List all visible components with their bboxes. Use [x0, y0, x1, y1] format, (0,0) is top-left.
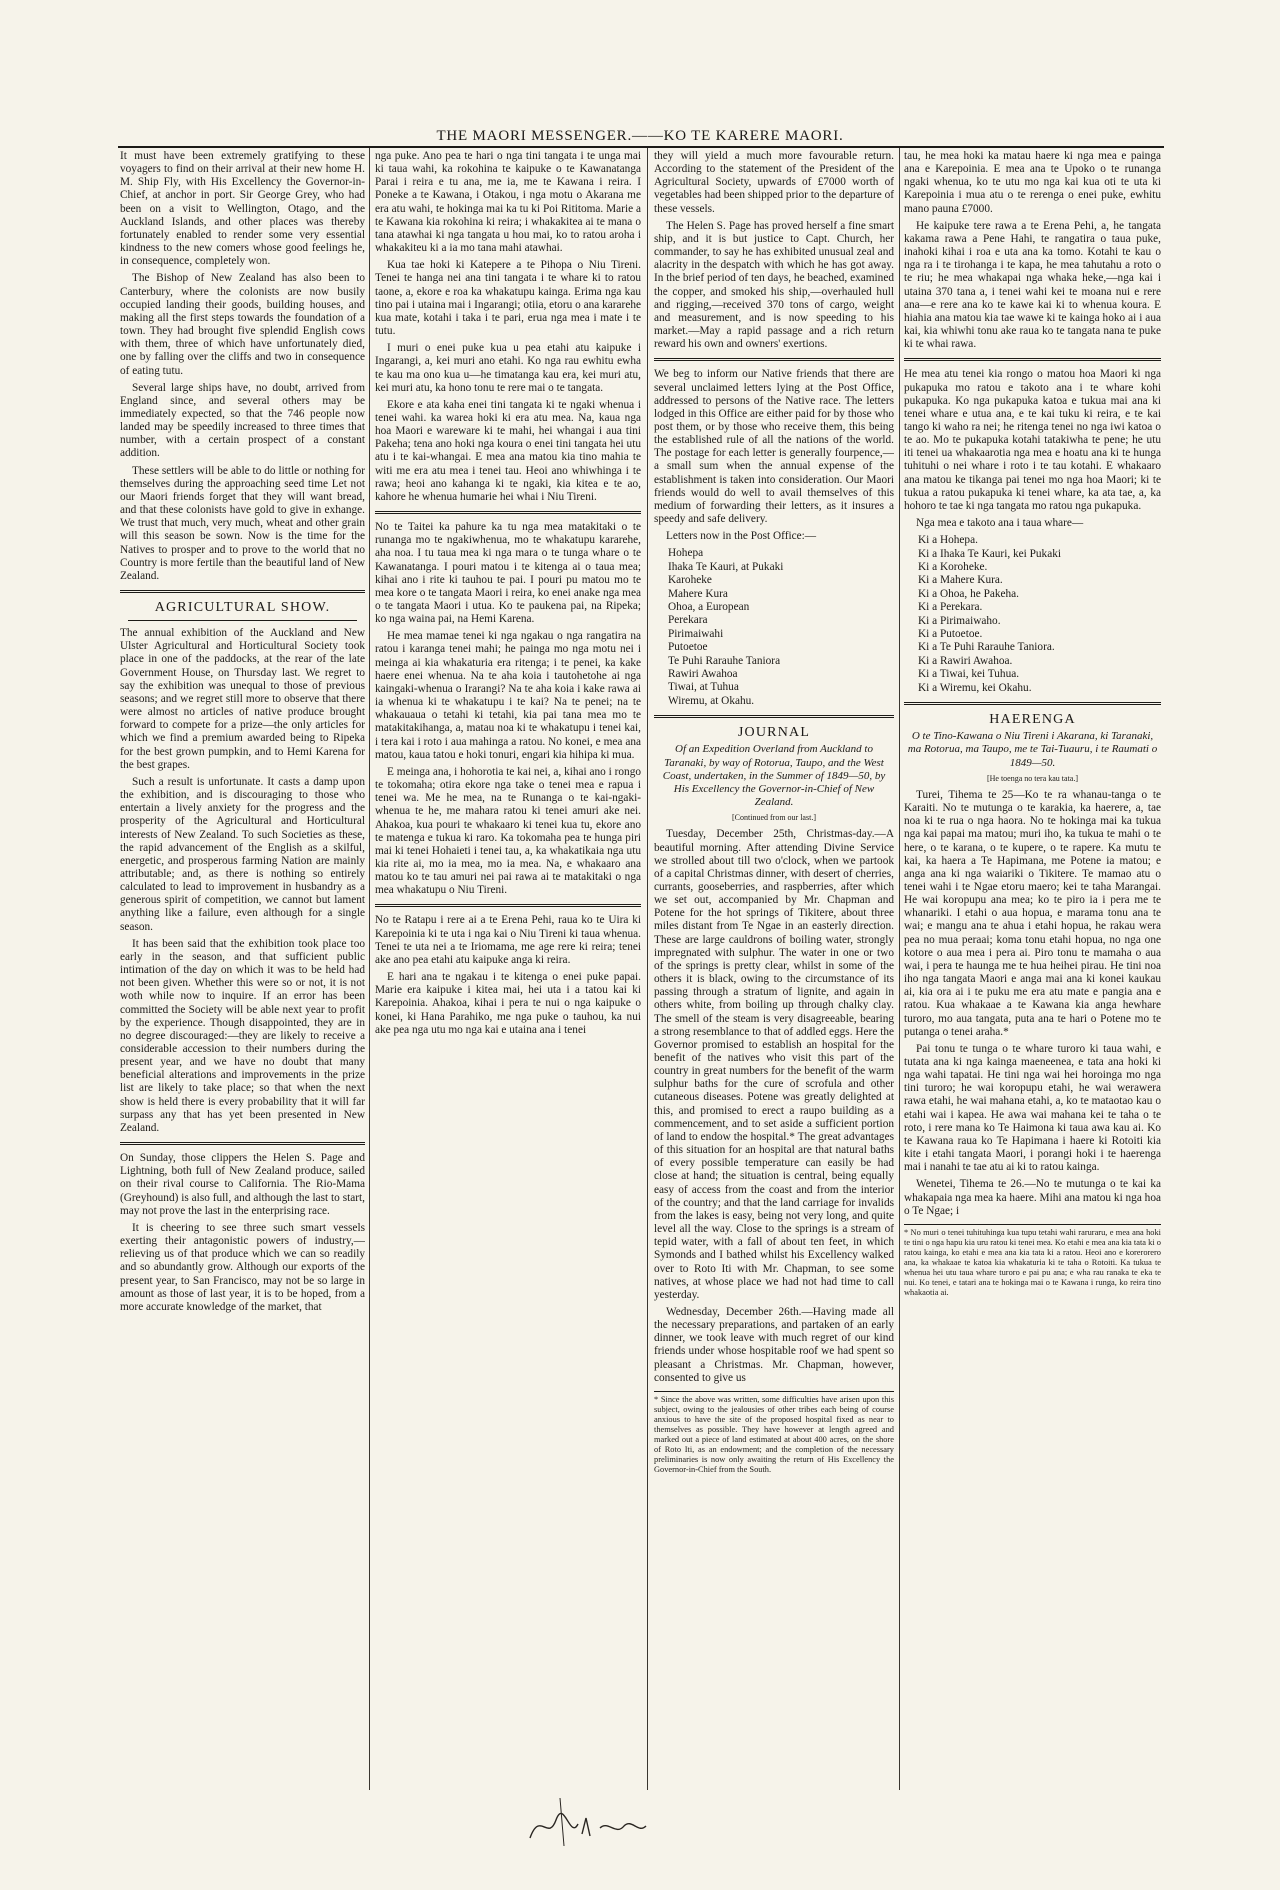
paragraph: they will yield a much more favourable return. According to the statement of the President of the Agricultural Society, upwards of £7000 worth of vegetables had been shipped prior to the departure of these vessels. — [654, 150, 894, 215]
list-item: Ki a Ihaka Te Kauri, kei Pukaki — [918, 547, 1061, 560]
section-divider — [375, 904, 641, 907]
footnote: * No muri o tenei tuhituhinga kua tupu tetahi wahi raruraru, e mea ana hoki te tini o nga hapu kia uru ratou ki tenei mea. Ko etahi e mea ana kia tata ki o ratou kainga, ko etahi e mea ana kia tata ki a ratou. Heoi ano e korerorero ana, ka whakaae te katoa kia whakaturia ki te taha o Rotoiti. Ka tukua te whenua hei utu taua whare turoro e pai pu ana; e wha rau ranaka te eka te nui. Ko tenei, e tatari ana te hokinga mai o te Kawana i runga, ko reira tino whakaotia ai. — [904, 1224, 1161, 1298]
letters-list — [918, 534, 1161, 695]
list-item: Mahere Kura — [668, 587, 728, 600]
column-english-2 — [654, 150, 894, 1790]
list-item: Ihaka Te Kauri, at Pukaki — [668, 560, 784, 573]
paragraph: Kua tae hoki ki Katepere a te Pihopa o Niu Tireni. Tenei te hanga nei ana tini tangata i te whare ki to ratou taone, a, ekore e roa ka whakatupu kainga. Erima nga kau tino pai i utaina mai i Ingarangi; otiia, etoru o ana kararehe kua mate, kotahi i taka i te pari, erua nga mea i mate i te tutu. — [375, 259, 641, 338]
masthead-rule — [118, 146, 1164, 148]
list-item: Wiremu, at Okahu. — [668, 694, 755, 707]
list-item: Perekara — [668, 614, 708, 627]
section-divider — [120, 1142, 365, 1145]
list-item: Ki a Ohoa, he Pakeha. — [918, 587, 1020, 600]
list-item: Rawiri Awahoa — [668, 668, 738, 681]
column-maori-2 — [904, 150, 1161, 1790]
letters-intro: Letters now in the Post Office:— — [666, 530, 817, 543]
paragraph: It must have been extremely gratifying to these voyagers to find on their arrival at their new home H. M. Ship Fly, with His Excellency the Governor-in-Chief, at anchor in port. Sir George Grey, who had been on a visit to Wellington, Otago, and the Auckland Islands, and other places was thereby fortunately enabled to render some very essential kindness to the new comers whose good feelings he, in consequence, completely won. — [120, 150, 365, 268]
paragraph: I muri o enei puke kua u pea etahi atu kaipuke i Ingarangi, a, kei muri ano etahi. Ko nga rau ewhitu ewha te kau ma ono kua u—he timatanga kau era, kei muri atu, kei muri atu, ka hono tonu te rere mai o te tangata. — [375, 342, 641, 394]
section-subheading: Of an Expedition Overland from Auckland to Taranaki, by way of Rotorua, Taupo, and the West Coast, undertaken, in the Summer of 1849—50, by His Excellency the Governor-in-Chief of New Zealand. — [662, 743, 886, 809]
paragraph: On Sunday, those clippers the Helen S. Page and Lightning, both full of New Zealand produce, sailed on their rival course to California. The Rio-Mama (Greyhound) is also full, and although the last to start, may not prove the last in the enterprising race. — [120, 1152, 365, 1217]
list-item: Ki a Pirimaiwaho. — [918, 614, 1001, 627]
column-divider-3 — [899, 148, 900, 1790]
section-subheading: O te Tino-Kawana o Niu Tireni i Akarana, ki Taranaki, ma Rotorua, ma Taupo, me te Tai-Tuauru, i te Raumati o 1849—50. — [907, 730, 1158, 769]
continued-note: [He toenga no tera kau tata.] — [986, 773, 1079, 783]
list-item: Ki a Koroheke. — [918, 561, 988, 574]
list-item: Ki a Te Puhi Rarauhe Taniora. — [918, 641, 1055, 654]
paragraph: He mea atu tenei kia rongo o matou hoa Maori ki nga pukapuka mo ratou e takoto ana i te whare kohi pukapuka. Ko nga pukapuka katoa e tukua mai ana ki tenei whare e utua ana, e te kai tuku ki reira, e te kai tango ki waho ra nei; he ritenga tenei no nga iwi katoa o te ao. Mo te pukapuka kotahi tatakiwha te pene; he utu iti tenei ua whakaarotia nga mea e hoatu ana ki te hunga tuhituhi o nei whare i roto i te tau kotahi. E whakaaro ana matou ke tikanga pai tenei mo nga hoa Maori; ki te tukua a ratou pukapuka ki tenei whare, ka ata tae, a, ka hohoro te tae ki nga tangata mo ratou nga pukapuka. — [904, 368, 1161, 512]
section-divider — [904, 702, 1161, 705]
paragraph: E hari ana te ngakau i te kitenga o enei puke papai. Marie era kaipuke i kitea mai, hei uta i a tatou kai ki Karepoinia. Ahakoa, kihai i pera te nui o nga kaipuke o konei, ki Hana Parahiko, me nga puke o tauhou, ka nui ake pea nga utu mo nga kai e utaina ana i tenei — [375, 971, 641, 1036]
footnote: * Since the above was written, some difficulties have arisen upon this subject, owing to the jealousies of other tribes each being of course anxious to have the site of the proposed hospital fixed as near to themselves as possible. They have however at length agreed and marked out a piece of land estimated at about 400 acres, on the shore of Roto Iti, as an endowment; and the completion of the necessary preliminaries is now only awaiting the return of His Excellency the Governor-in-Chief from the South. — [654, 1391, 894, 1475]
column-maori-1 — [375, 150, 641, 1790]
list-item: Ki a Mahere Kura. — [918, 574, 1003, 587]
column-divider-2 — [647, 148, 648, 1790]
list-item: Ki a Wiremu, kei Okahu. — [918, 681, 1032, 694]
list-item: Pirimaiwahi — [668, 627, 724, 640]
list-item: Ki a Perekara. — [918, 601, 983, 614]
section-divider — [375, 511, 641, 514]
section-divider — [654, 715, 894, 718]
letters-list — [668, 547, 894, 708]
paragraph: The Bishop of New Zealand has also been to Canterbury, where the colonists are now busily occupied landing their goods, building houses, and making all the first steps towards the foundation of a town. They had brought five splendid English cows with them, three of which have unfortunately died, one by falling over the cliffs and two in consequence of eating tutu. — [120, 272, 365, 377]
masthead-title: THE MAORI MESSENGER.——KO TE KARERE MAORI. — [436, 128, 844, 144]
paragraph: It has been said that the exhibition took place too early in the season, and that sufficient public intimation of the day on which it was to be held had not been given. Whether this were so or not, it is not woth while now to inquire. If an error has been committed the Society will be able next year to profit by the experience. Though disappointed, they are in no degree discouraged:—they are likely to receive a considerable accession to their numbers during the present year, and we have no doubt that many beneficial alterations and improvements in the prize list are likely to take place; so that when the next show is held there is every probability that it will far surpass any that has yet been presented in New Zealand. — [120, 937, 365, 1134]
list-item: Ohoa, a European — [668, 601, 750, 613]
list-item: Ki a Rawiri Awahoa. — [918, 654, 1013, 667]
list-item: Putoetoe — [668, 641, 708, 654]
list-item: Te Puhi Rarauhe Taniora — [668, 654, 781, 667]
paragraph: Ekore e ata kaha enei tini tangata ki te ngaki whenua i tenei wahi. ka warea hoki ki era atu mea. Na, kaua nga hoa Maori e wareware ki te mahi, hei whangai i aua tini Pakeha; tena ano hoki nga koura o enei tini tangata hei utu atu i te kai-whangai. E mea ana matou kia tino mahia te witi me era atu mea i tenei tau. Heoi ano whiwhinga i te rawa; heoi ano kahanga ki te ngaki, kia kitea e te ao, kahore he whenua humarie hei whai i Niu Tireni. — [375, 398, 641, 503]
paragraph: nga puke. Ano pea te hari o nga tini tangata i te unga mai ki taua wahi, ka rokohina te kaipuke o te Kawanatanga Parai i reira e tu ana, me ia, me te Kawana i reira. I Poneke a te Kawana, i Otakou, i nga motu o Akarana me era atu wahi, te hokinga mai ka tu ki Poi Rititoma. Marie a te Kawana kia rokohina ki reira; i whakakitea ai te mana o tana atawhai ki nga tangata u hou mai, ko to ratou aroha i whakakiteu ki a ia mo tana mahi atawhai. — [375, 150, 641, 255]
paragraph: Several large ships have, no doubt, arrived from England since, and several others may be immediately expected, so that the 746 people now landed may be speedily increased to three times that number, with a certain prospect of a constant addition. — [120, 381, 365, 460]
section-divider — [120, 590, 365, 593]
paragraph: tau, he mea hoki ka matau haere ki nga mea e painga ana e Karepoinia. E mea ana te Upoko o te runanga ngaki whenua, ko te utu mo nga kai kua oti te uta ki Karepoinia i mua atu o te rerenga o enei puke, ewhitu mano pauna £7000. — [904, 150, 1161, 215]
paragraph: We beg to inform our Native friends that there are several unclaimed letters lying at the Post Office, addressed to persons of the Native race. The letters lodged in this Office are either paid for by those who post them, or by those who receive them, this being the established rule of all the nations of the world. The postage for each letter is generally fourpence,—a small sum when the annual expense of the establishment is taken into consideration. Our Maori friends would do well to avail themselves of this medium of forwarding their letters, as it insures a speedy and safe delivery. — [654, 368, 894, 526]
list-item: Ki a Hohepa. — [918, 534, 978, 547]
paragraph: No te Ratapu i rere ai a te Erena Pehi, raua ko te Uira ki Karepoinia ki te uta i nga kai o Niu Tireni ki taua whenua. Tenei te uta nei a te Iriomama, me age rere ki reira; tenei ake ano pea etahi atu kaipuke anga ki reira. — [375, 914, 641, 966]
paragraph: He mea mamae tenei ki nga ngakau o nga rangatira na ratou i karanga tenei mahi; he painga mo nga motu nei i meinga ai kia whakaturia era ritenga; i te penei, ka kake haere enei whenua. Na te aha koia i tautohetohe ai nga kaingaki-whenua o Irarangi? Na te aha koia i kake rawa ai ia whenua ki te whakatupu i te kai? Na te penei; na te whakauaua o tetahi ki tetahi, kia pai tana mea mo te matakitakihanga, a, matau noa ki te whakatupu i tenei kai, i tera kai i roto i aua mahinga a ratou. No konei, e mea ana matou, kaua tatou e hoki tonuri, engari kia hihipa ki mua. — [375, 630, 641, 761]
paragraph: The Helen S. Page has proved herself a fine smart ship, and it is but justice to Capt. Church, her commander, to say he has exhibited unusual zeal and alacrity in the despatch with which he has got away. In the brief period of ten days, he beached, examined the copper, and smoked his ship,—overhauled hull and rigging,—received 370 tons of cargo, weight and measurement, and is now speeding to his market.—May a rapid passage and a rich return reward his own and owners' exertions. — [654, 219, 894, 351]
paragraph: It is cheering to see three such smart vessels exerting their antagonistic powers of industry,—relieving us of that produce which we can so readily and so abundantly grow. Although our exports of the present year, to San Francisco, may not be so large in amount as those of last year, it is to be hoped, from a more accurate knowledge of the market, that — [120, 1221, 365, 1313]
list-item: Ki a Putoetoe. — [918, 628, 983, 641]
column-english-1 — [120, 150, 365, 1790]
paragraph: Wednesday, December 26th.—Having made all the necessary preparations, and partaken of an early dinner, we took leave with much regret of our kind friends under whose hospitable roof we had spent so pleasant a Christmas. Mr. Chapman, however, consented to give us — [654, 1305, 894, 1384]
paragraph: No te Taitei ka pahure ka tu nga mea matakitaki o te runanga mo te ngakiwhenua, mo te whakatupu kararehe, aha noa. I tu taua mea ki nga mara o te tunga whare o te Kawanatanga. I pouri matou i te kitenga ai o taua mea; kihai ano i rite ki tauhou te pai. I pouri pu matou mo te mea kore o te tangata Maori i reira, ko enei anake nga mea o te tangata Maori i utua. Ko te paukena pai, na Ripeka; ko nga waina pai, na Hemi Karena. — [375, 521, 641, 626]
paragraph: E meinga ana, i hohorotia te kai nei, a, kihai ano i rongo te tokomaha; otira ekore nga take o tenei mea e rapua i tenei wa. Me he mea, na te Runanga o te kai-ngaki-whenua te he, me mahara ratou ki tenei amuri ake nei. Ahakoa, kua pouri te whakaaro ki tenei kua tu, ekore ano te matenga e tukua ki raro. Ka tokomaha pea te hunga piri mai ki tenei Hohaieti i tenei tau, a, ka whakatikaia nga utu kia rite ai, mo ia mea, mo ia mea. Na, e whakaaro ana matou ko te tau amuri nei pai rawa ai te matakitaki o nga mea whakatupu o Niu Tireni. — [375, 765, 641, 897]
paragraph: Turei, Tihema te 25—Ko te ra whanau-tanga o te Karaiti. No te mutunga o te karakia, ka haerere, a, tae noa ki te rua o nga haora. No te hokinga mai ka tukua nga kai papai ma matou; muri iho, ka tukua te mahi o te here, o te karana, o te kupere, o te rapere. Ka mutu te kai, ka haera a Te Hapimana, me Potene ia matou; e anga ana ki nga waiariki o Tikitere. Te mamao atu o tenei wahi i te Ngae etoru maero; kei te taha Marangai. He wai koropupu ana mea; ko te piro ia i pera me te whanariki. I etahi o aua hopua, e marama tonu ana te wai; e mangu ana te ahua i etahi hopua, he rakau wera pea no mua peraai; koma tonu etahi hopua, no nga one kotore o aua mea i pera ai. Piro tonu te mamaha o aua wai, i pera te haunga me te hua heihei pirau. He tini noa iho nga tangata Maori e anga mai ana ki konei kaukau ai, kia ora ai i te puku me era atu mate e pangia ana e ratou. Kua whakaae a te Kawana kia anga hewhare turoro, mo aua tangata, puta ana te hari o Potene mo te putanga o tenei araha.* — [904, 788, 1161, 1038]
handwritten-mark-icon — [520, 1790, 680, 1850]
list-item: Karoheke — [668, 574, 712, 587]
paragraph: Pai tonu te tunga o te whare turoro ki taua wahi, e tutata ana ki nga kainga maeneenea, e tata ana hoki ki nga wahi tapatai. He tini nga wai hei horoinga mo nga tini turoro; he wai koropupu etahi, he wai werawera rawa etahi, he wai mahana etahi, a, ko te mataotao kau o etahi wai i kapea. He awa wai mahana kei te taha o te roto, i rere mana ko Te Haimona ki taua awa kau ai. Ko te Kawana raua ko Te Hapimana i haere ki Rotoiti kia kite i etahi tangata Maori, i porangi hoki i te haerenga mai i nanahi te tae atu ai ki to ratou kainga. — [904, 1042, 1161, 1174]
paragraph: The annual exhibition of the Auckland and New Ulster Agricultural and Horticultural Society took place in one of the paddocks, at the rear of the late Government House, on Thursday last. We regret to say the exhibition was unequal to those of previous seasons; and we regret still more to observe that there were almost no articles of native produce brought forward to compete for a prize—the only articles for which we find a premium awarded being to Ripeka for the best grown pumpkin, and to Hemi Karena for the best grapes. — [120, 627, 365, 771]
section-divider — [654, 358, 894, 361]
letters-intro: Nga mea e takoto ana i taua whare— — [916, 517, 1084, 530]
paragraph: Wenetei, Tihema te 26.—No te mutunga o te kai ka whakapaia nga mea ka haere. Mihi ana matou ki nga hoa o Te Ngae; i — [904, 1178, 1161, 1217]
continued-note: [Continued from our last.] — [732, 813, 816, 823]
section-heading: HAERENGA — [989, 712, 1076, 728]
paragraph: Such a result is unfortunate. It casts a damp upon the exhibition, and is discouraging to those who entertain a lively anxiety for the progress and the prosperity of the Agricultural and Horticultural interests of New Zealand. To such Societies as these, the rapid advancement of the English as a skilful, energetic, and prosperous farming Nation are mainly attributable; and, as there is nothing so entirely calculated to lead to improvement in husbandry as a generous spirit of competition, we cannot but lament anything like a failure, even although for a single season. — [120, 775, 365, 933]
section-heading: JOURNAL — [737, 725, 811, 741]
paragraph: These settlers will be able to do little or nothing for themselves during the approaching seed time Let not our Maori friends forget that they will want bread, and that these colonists have gold to give in exhange. We trust that much, very much, wheat and other grain will this season be sown. Now is the time for the Natives to prosper and to prove to the world that no Country is more fertile than the beautiful land of New Zealand. — [120, 464, 365, 582]
section-heading: AGRICULTURAL SHOW. — [154, 600, 331, 615]
list-item: Ki a Tiwai, kei Tuhua. — [918, 668, 1020, 681]
list-item: Tiwai, at Tuhua — [668, 681, 739, 694]
section-divider — [904, 358, 1161, 361]
paragraph: He kaipuke tere rawa a te Erena Pehi, a, he tangata kakama rawa a Pene Hahi, te rangatira o taua puke, inahoki kihai i roa e uta ana ka tomo. Kotahi te kau o nga ra i te tirohanga i te kapa, he mea tahutahu a roto o te riu; he mea whakapai nga whaka heke,—nga kai i utaina 370 tana a, i tenei wahi kei te moana nui e rere ana—e rere ana ko te kawe kai ki to whenua koura. E hiahia ana matou kia tae wawe ki te kainga hoko ai i aua kai, kia whiwhi tonu ake raua ko te tangata nana te puke ki te whai rawa. — [904, 219, 1161, 351]
column-divider-1 — [369, 148, 370, 1790]
list-item: Hohepa — [668, 547, 704, 560]
heading-rule — [128, 620, 357, 621]
paragraph: Tuesday, December 25th, Christmas-day.—A beautiful morning. After attending Divine Service we strolled about till two o'clock, when we partook of a capital Christmas dinner, with desert of cherries, currants, gooseberries, and raspberries, after which we set out, accompanied by Mr. Chapman and Potene for the hot springs of Tikitere, about three miles distant from Te Ngae in an easterly direction. These are large cauldrons of boiling water, strongly impregnated with sulphur. The water in one or two of the springs is pretty clear, whilst in some of the others it is black, owing to the circumstance of its passing through a stratum of lignite, and again in others white, from boiling up through chalky clay. The smell of the steam is very disagreeable, bearing a strong resemblance to that of addled eggs. Here the Governor promised to establish an hospital for the benefit of the natives who visit this part of the country in great numbers for the benefit of the warm sulphur baths for the cure of scrofula and other cutaneous diseases. Potene was greatly delighted at this, and promised to erect a raupo building as a commencement, and to set aside a sufficient portion of land to endow the hospital.* The great advantages of this situation for an hospital are that natural baths of every possible temperature can easily be had close at hand; the situation is central, being equally easy of access from the coast and from the interior of the country; and that the land carriage for invalids from the lakes is easy, being not very long, and quite level all the way. Close to the springs is a stream of tepid water, with a fall of about ten feet, in which Symonds and I bathed whilst his Excellency walked over to Roto Iti with Mr. Chapman, to see some natives, at whose place we had not had time to call yesterday. — [654, 828, 894, 1301]
